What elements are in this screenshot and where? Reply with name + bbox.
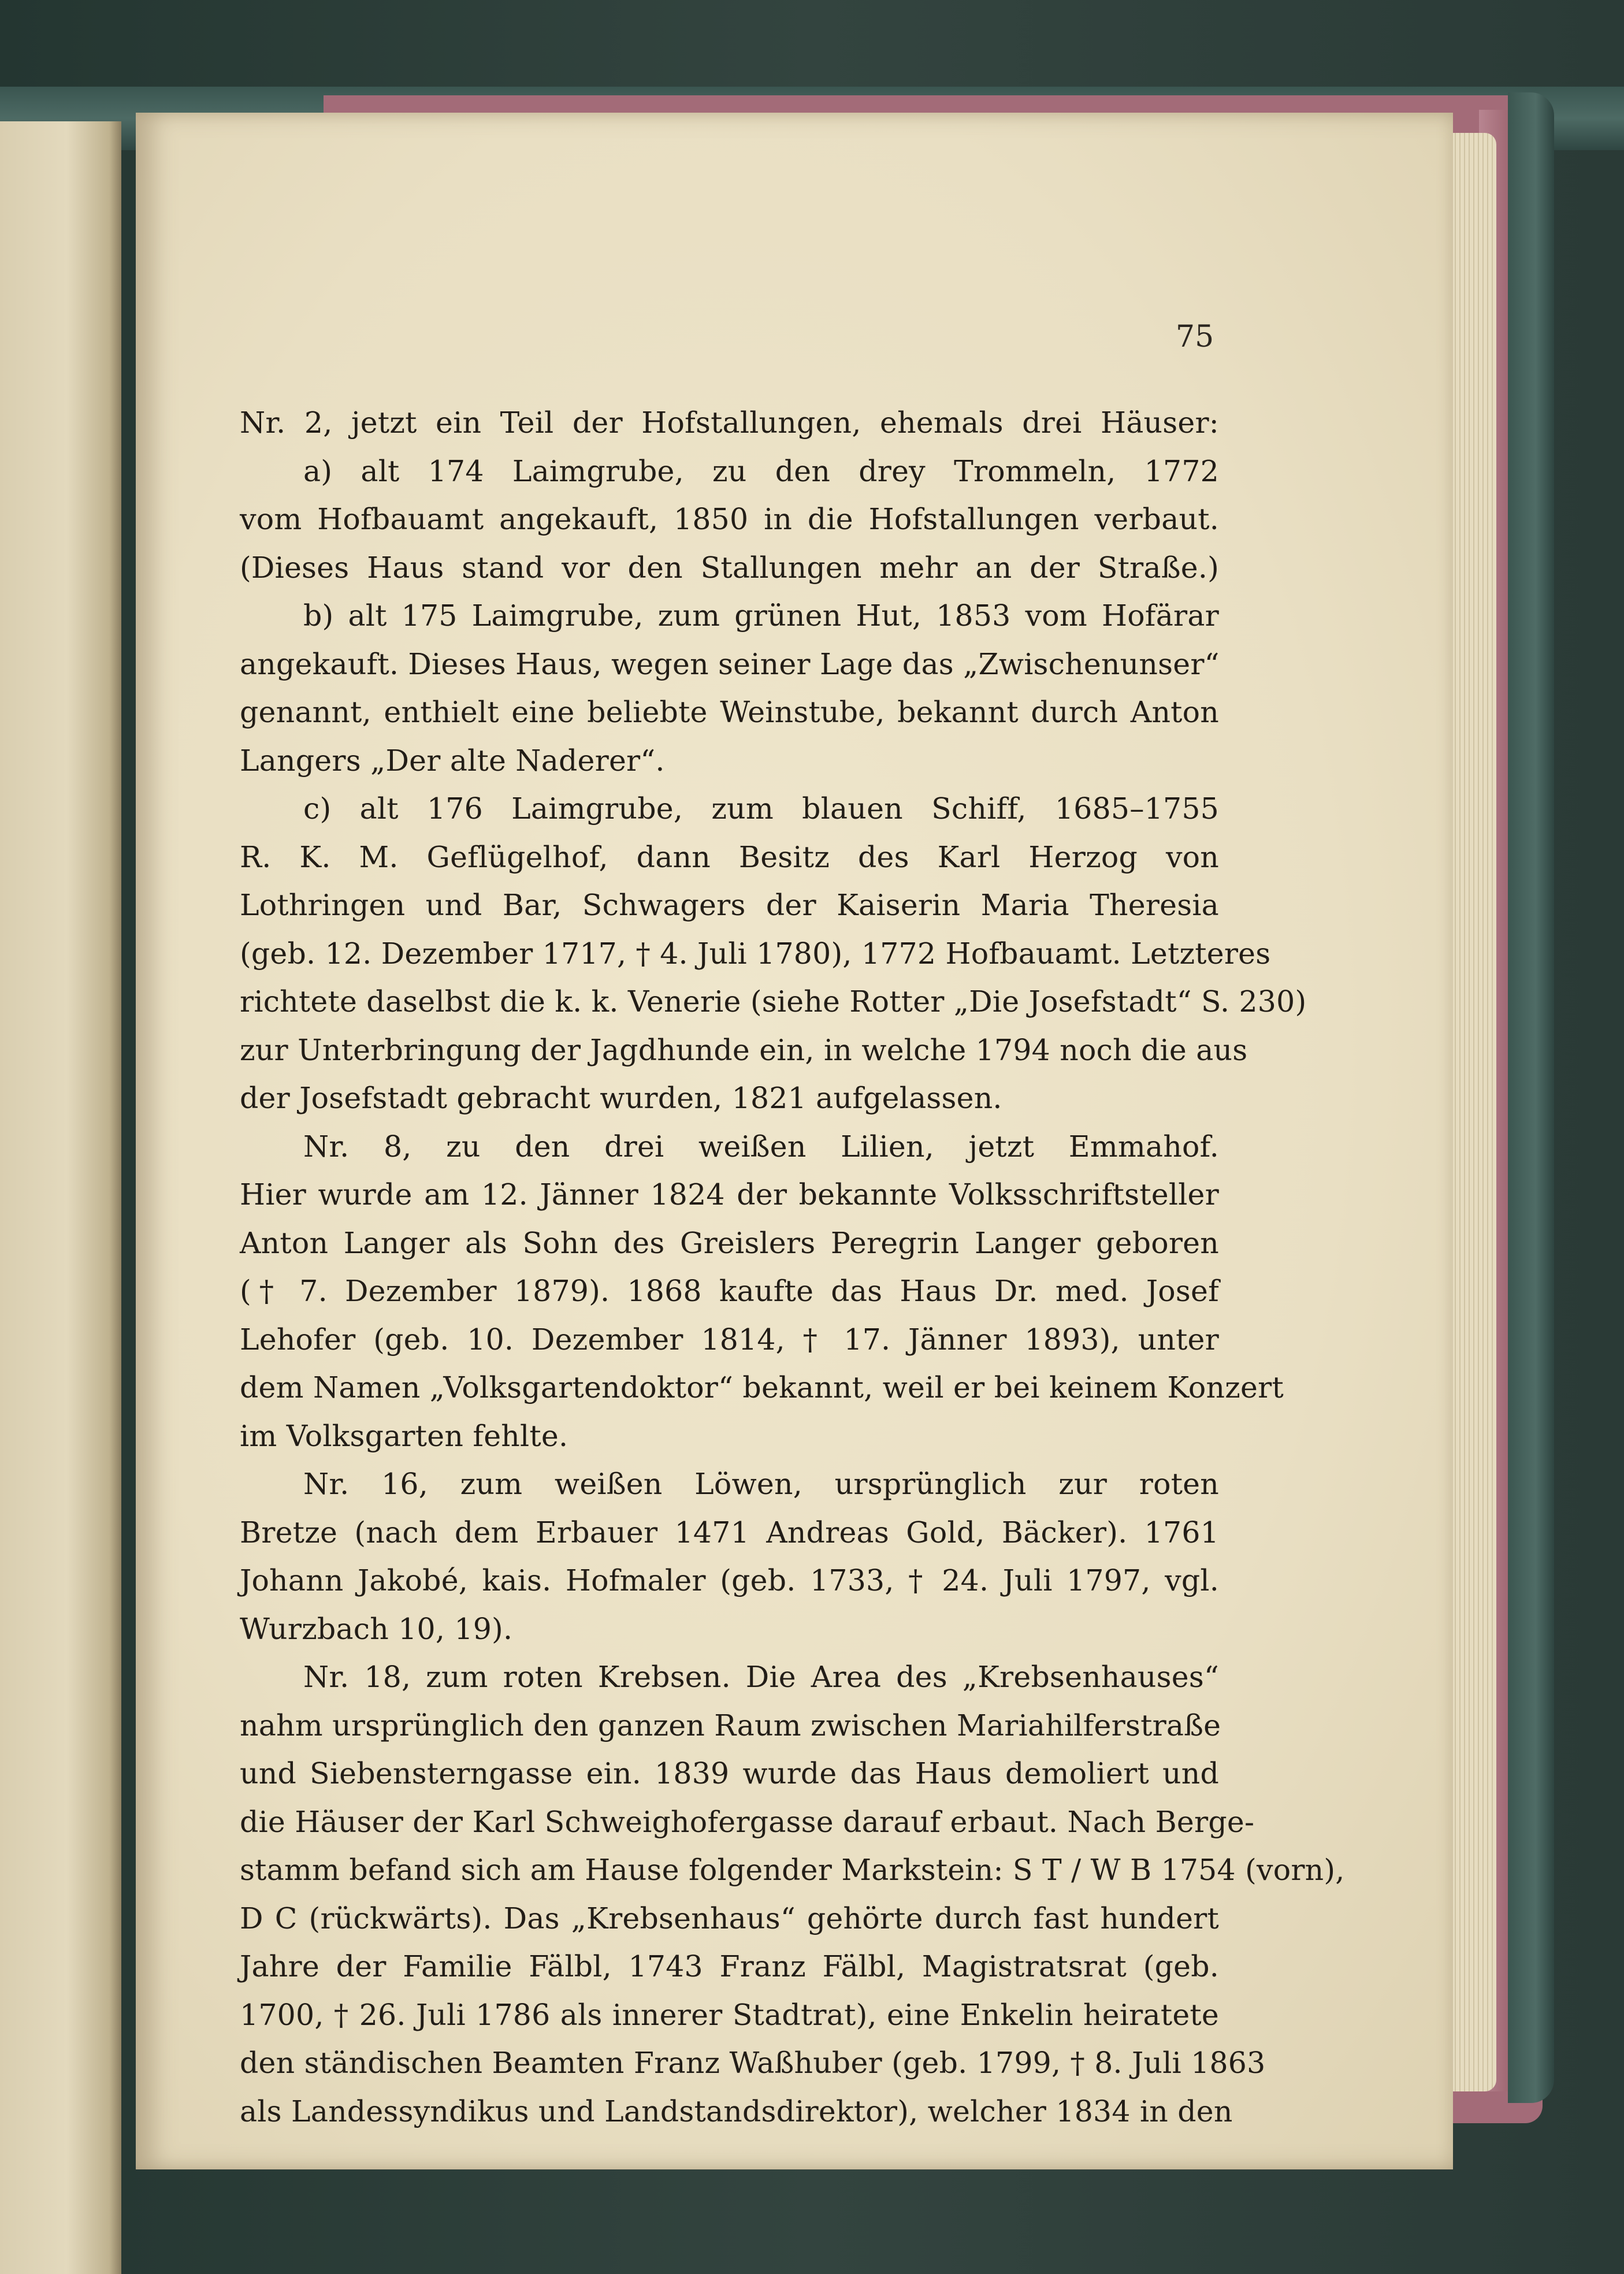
text-line: der Josefstadt gebracht wurden, 1821 aufgelassen. [240,1081,1002,1115]
text-line: D C (rückwärts). Das „Krebsenhaus“ gehörte durch fast hundert [240,1901,1219,1935]
text-line: R. K. M. Geflügelhof, dann Besitz des Karl Herzog von [240,839,1219,874]
page-number: 75 [1176,319,1214,354]
text-line: zur Unterbringung der Jagdhunde ein, in welche 1794 noch die aus [240,1032,1248,1067]
text-line: stamm befand sich am Hause folgender Markstein: S T / W B 1754 (vorn), [240,1853,1345,1887]
text-line: Nr. 16, zum weißen Löwen, ursprünglich zur roten [303,1467,1219,1501]
text-line: und Siebensterngasse ein. 1839 wurde das Haus demoliert und [240,1756,1219,1790]
text-line: im Volksgarten fehlte. [240,1418,568,1453]
text-line: die Häuser der Karl Schweighofergasse darauf erbaut. Nach Berge- [240,1804,1255,1839]
text-line: Nr. 8, zu den drei weißen Lilien, jetzt Emmahof. [303,1129,1219,1164]
text-line: 1700, † 26. Juli 1786 als innerer Stadtrat), eine Enkelin heiratete [240,1997,1219,2032]
text-line: Jahre der Familie Fälbl, 1743 Franz Fälbl, Magistratsrat (geb. [240,1949,1219,1983]
text-line: Lothringen und Bar, Schwagers der Kaiserin Maria Theresia [240,888,1219,922]
text-line: a) alt 174 Laimgrube, zu den drey Trommeln, 1772 [303,454,1219,488]
text-line: als Landessyndikus und Landstandsdirektor), welcher 1834 in den [240,2094,1233,2128]
text-line: Bretze (nach dem Erbauer 1471 Andreas Gold, Bäcker). 1761 [240,1515,1219,1550]
text-line: Wurzbach 10, 19). [240,1611,513,1646]
text-line: den ständischen Beamten Franz Waßhuber (geb. 1799, † 8. Juli 1863 [240,2046,1266,2080]
text-line: Langers „Der alte Naderer“. [240,743,665,778]
text-line: dem Namen „Volksgartendoktor“ bekannt, weil er bei keinem Konzert [240,1370,1284,1404]
text-line: genannt, enthielt eine beliebte Weinstube, bekannt durch Anton [240,695,1219,729]
text-line: c) alt 176 Laimgrube, zum blauen Schiff, 1685–1755 [303,792,1219,826]
text-line: vom Hofbauamt angekauft, 1850 in die Hofstallungen verbaut. [240,502,1219,536]
text-line: († 7. Dezember 1879). 1868 kaufte das Haus Dr. med. Josef [240,1274,1219,1308]
text-line: Anton Langer als Sohn des Greislers Peregrin Langer geboren [240,1225,1219,1260]
text-line: Johann Jakobé, kais. Hofmaler (geb. 1733, † 24. Juli 1797, vgl. [240,1563,1219,1597]
text-line: richtete daselbst die k. k. Venerie (siehe Rotter „Die Josefstadt“ S. 230) [240,984,1307,1019]
text-line: Nr. 18, zum roten Krebsen. Die Area des „Krebsenhauses“ [303,1660,1219,1694]
book-spine-edge [1508,92,1554,2103]
page-text [240,399,1345,2135]
text-line: Hier wurde am 12. Jänner 1824 der bekannte Volksschriftsteller [240,1177,1219,1212]
previous-page-edge [0,121,121,2274]
text-line: Lehofer (geb. 10. Dezember 1814, † 17. Jänner 1893), unter [240,1322,1219,1357]
text-line: nahm ursprünglich den ganzen Raum zwischen Mariahilferstraße [240,1708,1221,1742]
text-line: Nr. 2, jetzt ein Teil der Hofstallungen, ehemals drei Häuser: [240,406,1219,440]
text-line: (Dieses Haus stand vor den Stallungen mehr an der Straße.) [240,550,1219,585]
text-line: angekauft. Dieses Haus, wegen seiner Lage das „Zwischenunser“ [240,646,1220,681]
text-line: (geb. 12. Dezember 1717, † 4. Juli 1780), 1772 Hofbauamt. Letzteres [240,936,1271,971]
text-line: b) alt 175 Laimgrube, zum grünen Hut, 1853 vom Hofärar [303,599,1219,633]
